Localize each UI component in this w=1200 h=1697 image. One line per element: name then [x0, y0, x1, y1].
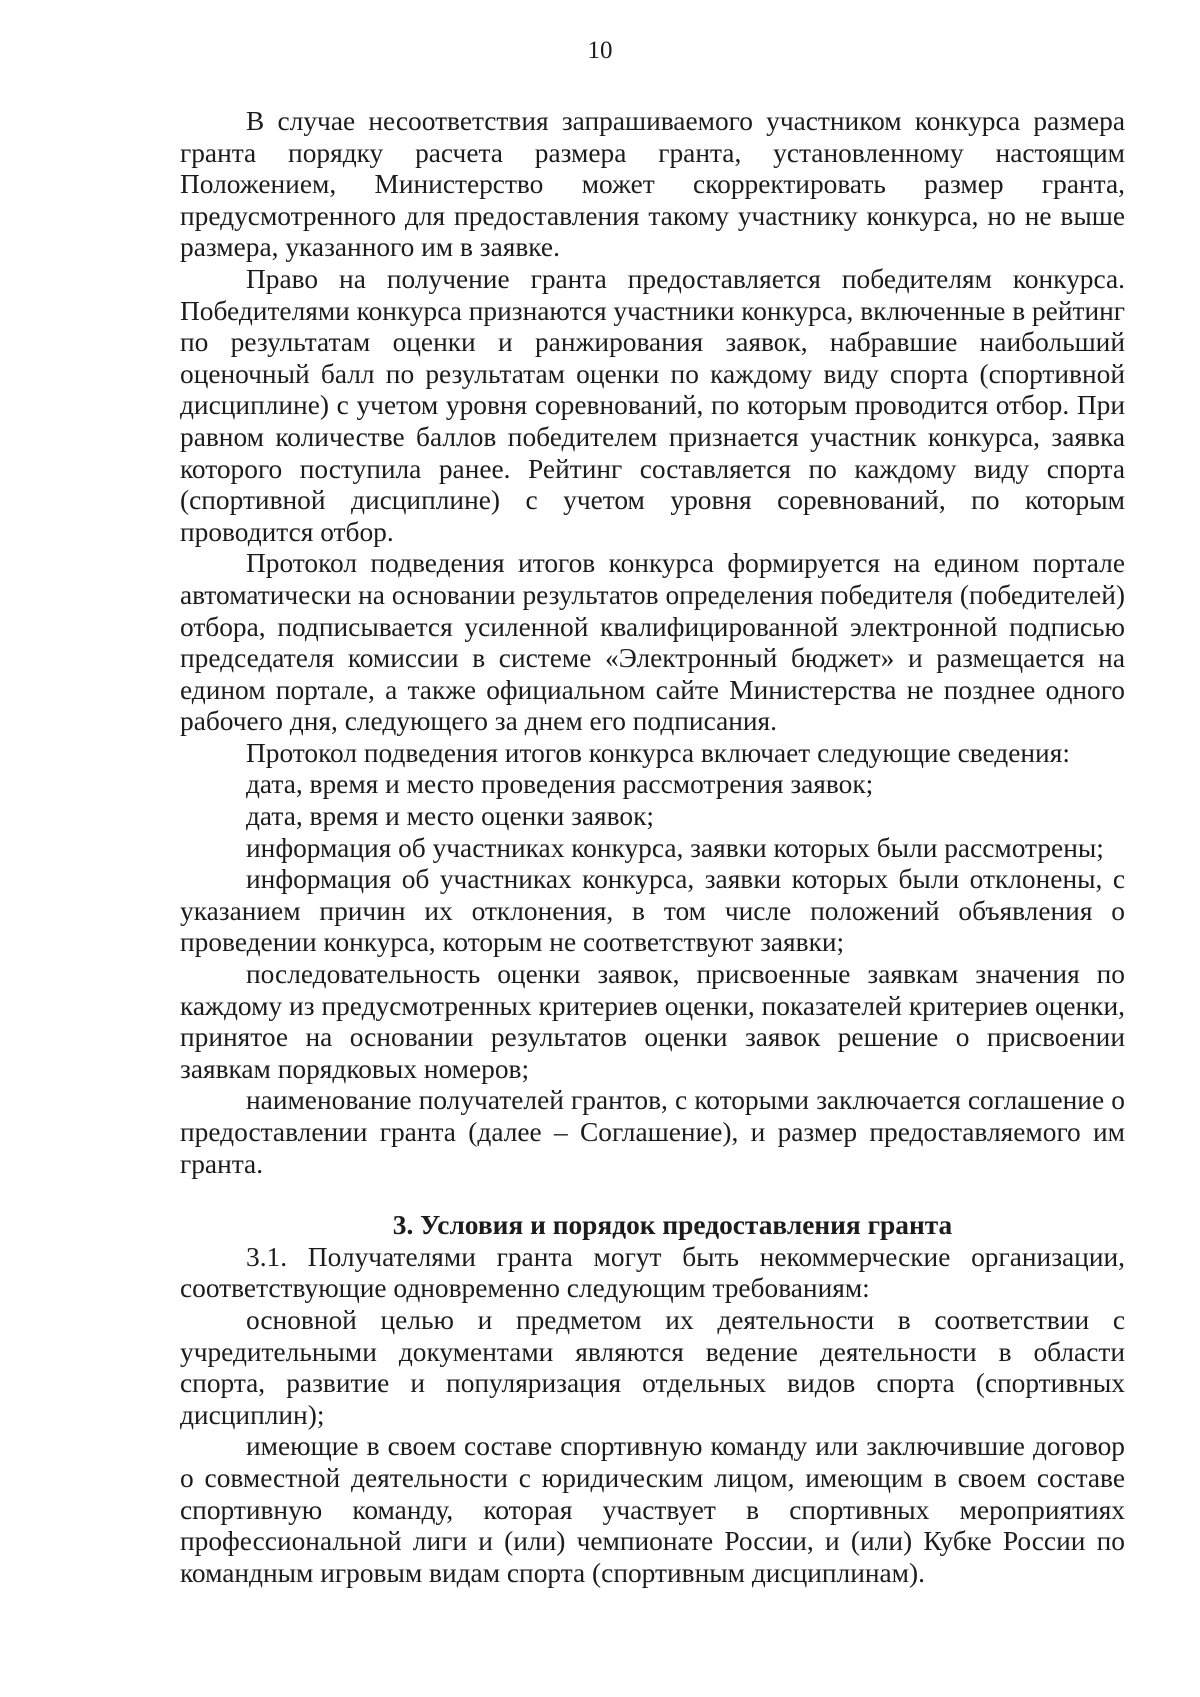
- list-item-sports-team: имеющие в своем составе спортивную команду или заключившие договор о совместной деятельности с юридическим лицом, имеющим в своем составе спортивную команду, которая участвует в спортивных мероприятиях профессиональной лиги и (или) чемпионате России, и (или) Кубке России по командным игровым видам спорта (спортивным дисциплинам).: [180, 1431, 1125, 1588]
- paragraph-winners-right: Право на получение гранта предоставляется победителям конкурса. Победителями конкурса признаются участники конкурса, включенные в рейтинг по результатам оценки и ранжирования заявок, набравшие наибольший оценочный балл по результатам оценки по каждому виду спорта (спортивной дисциплине) с учетом уровня соревнований, по которым проводится отбор. При равном количестве баллов победителем признается участник конкурса, заявка которого поступила ранее. Рейтинг составляется по каждому виду спорта (спортивной дисциплине) с учетом уровня соревнований, по которым проводится отбор.: [180, 263, 1126, 547]
- paragraph-grant-size-correction: В случае несоответствия запрашиваемого участником конкурса размера гранта порядку расчета размера гранта, установленному настоящим Положением, Министерство может скорректировать размер гранта, предусмотренного для предоставления такому участнику конкурса, но не выше размера, указанного им в заявке.: [180, 106, 1125, 263]
- paragraph-recipients-requirements: 3.1. Получателями гранта могут быть некоммерческие организации, соответствующие одновременно следующим требованиям:: [180, 1241, 1125, 1304]
- section-heading: 3. Условия и порядок предоставления гранта: [392, 1210, 953, 1241]
- page-number: 10: [587, 37, 613, 64]
- list-item-rejected-participants: информация об участниках конкурса, заявки которых были отклонены, с указанием причин их отклонения, в том числе положений объявления о проведении конкурса, которым не соответствуют заявки;: [180, 864, 1125, 958]
- paragraph-protocol-contents: Протокол подведения итогов конкурса включает следующие сведения:: [246, 737, 1070, 768]
- list-item-reviewed-participants: информация об участниках конкурса, заявки которых были рассмотрены;: [246, 832, 1104, 863]
- list-item-main-purpose: основной целью и предметом их деятельности в соответствии с учредительными документами являются ведение деятельности в области спорта, развитие и популяризация отдельных видов спорта (спортивных дисциплин);: [180, 1304, 1125, 1430]
- list-item-review-date: дата, время и место проведения рассмотрения заявок;: [246, 769, 874, 800]
- list-item-evaluation-date: дата, время и место оценки заявок;: [246, 801, 655, 832]
- list-item-grant-recipients: наименование получателей грантов, с которыми заключается соглашение о предоставлении гранта (далее – Соглашение), и размер предоставляемого им гранта.: [180, 1085, 1125, 1179]
- list-item-evaluation-sequence: последовательность оценки заявок, присвоенные заявкам значения по каждому из предусмотренных критериев оценки, показателей критериев оценки, принятое на основании результатов оценки заявок решение о присвоении заявкам порядковых номеров;: [180, 959, 1125, 1084]
- paragraph-protocol-formation: Протокол подведения итогов конкурса формируется на едином портале автоматически на основании результатов определения победителя (победителей) отбора, подписывается усиленной квалифицированной электронной подписью председателя комиссии в системе «Электронный бюджет» и размещается на едином портале, а также официальном сайте Министерства не позднее одного рабочего дня, следующего за днем его подписания.: [180, 548, 1125, 737]
- document-body: [180, 106, 1125, 1589]
